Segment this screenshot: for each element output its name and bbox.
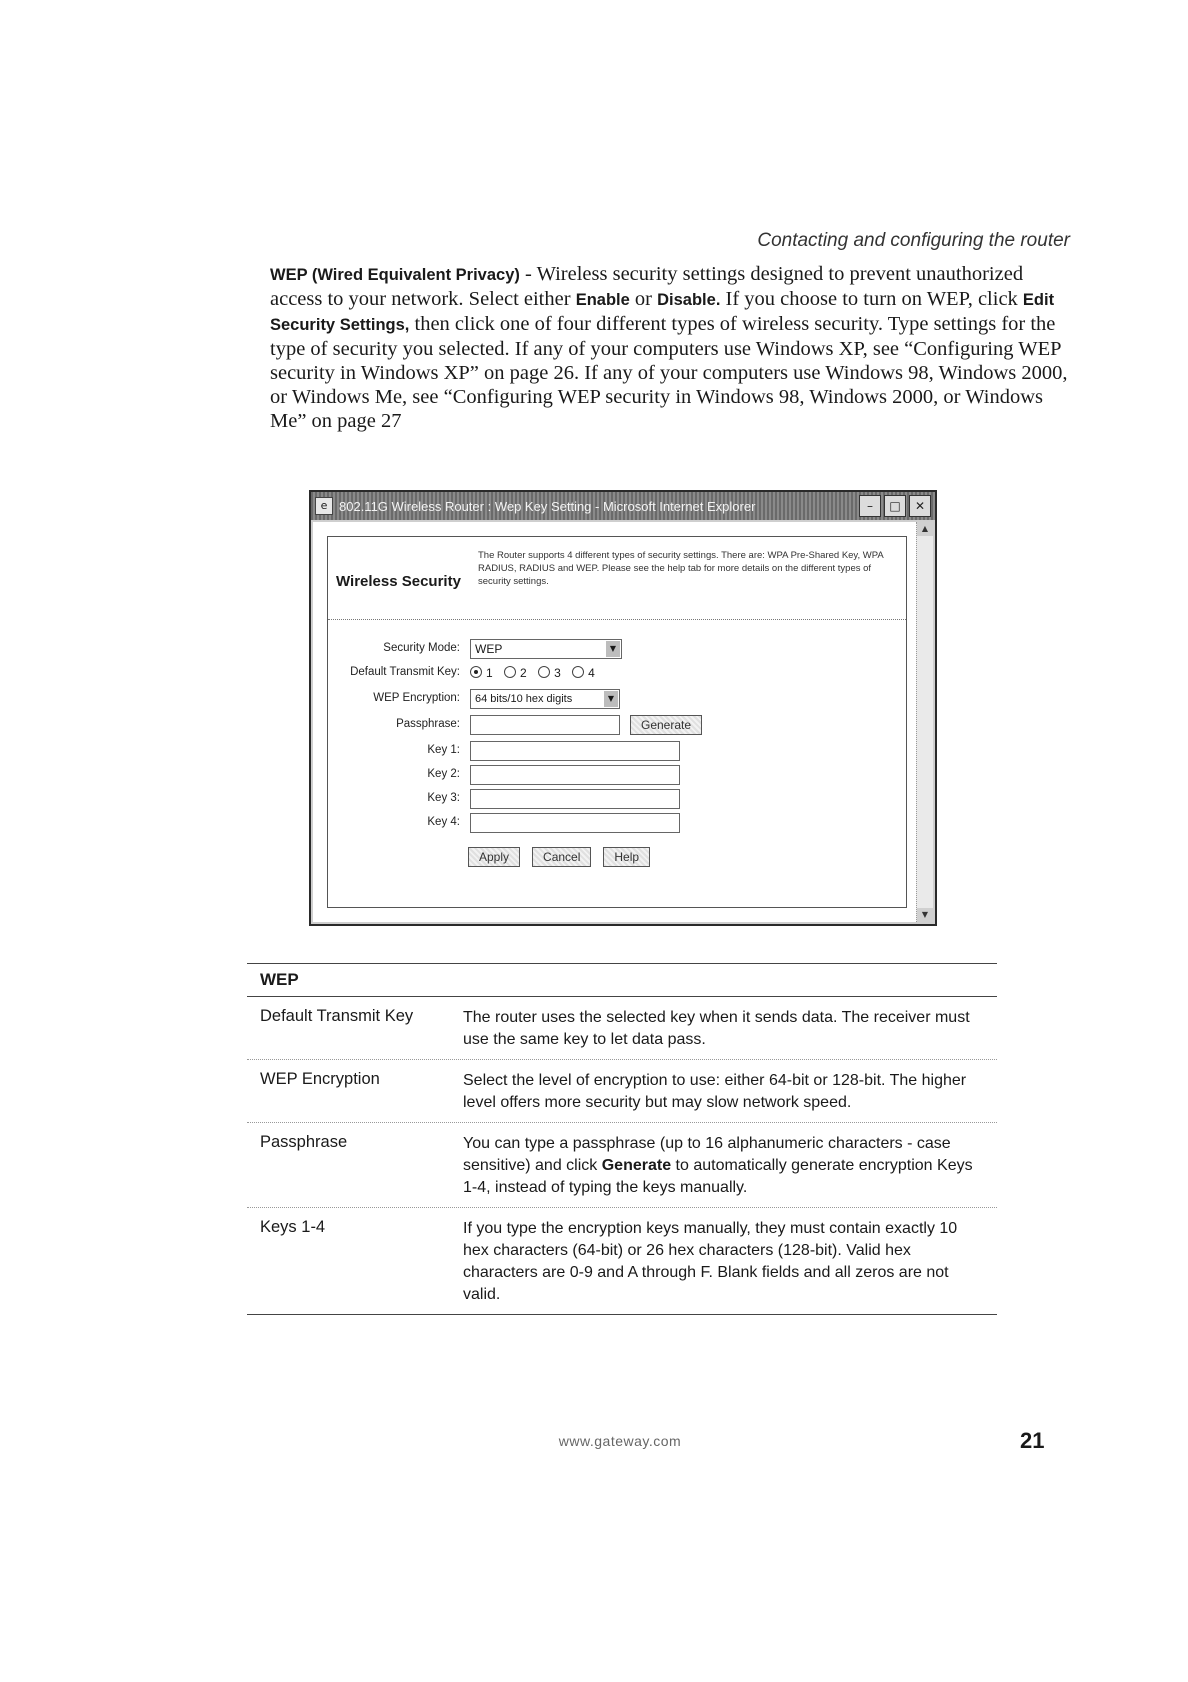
apply-button[interactable]: Apply	[468, 847, 520, 867]
vertical-scrollbar[interactable]	[916, 522, 933, 922]
key1-input[interactable]	[470, 741, 680, 761]
radio-icon	[504, 666, 516, 678]
ie-logo-icon: e	[315, 497, 333, 515]
intro-text-4: then click one of four different types of wireless security. Type settings for the type of security you selected. If any of your computers use Windows XP, see “Configuring WEP security in Windows XP” on page 26. If any of your computers use Windows 98, Windows 2000, or Windows Me, see “Configuring WEP security in Windows 98, Windows 2000, or Windows Me” on page 27	[270, 313, 1068, 432]
table-row	[247, 1208, 997, 1315]
wep-encryption-value: 64 bits/10 hex digits	[475, 693, 573, 705]
help-button[interactable]: Help	[603, 847, 650, 867]
scroll-up-icon[interactable]: ▲	[917, 522, 933, 536]
security-mode-row	[328, 639, 888, 661]
table-row	[247, 1060, 997, 1123]
table-definition: Select the level of encryption to use: either 64-bit or 128-bit. The higher level offers more security but may slow network speed.	[463, 1072, 967, 1111]
intro-text-3: If you choose to turn on WEP, click	[720, 288, 1023, 310]
generate-button[interactable]: Generate	[630, 715, 702, 735]
intro-text-1: - Wireless security settings designed to prevent unauthorized access to your network. Select either	[270, 263, 1024, 310]
chevron-down-icon[interactable]: ▼	[604, 691, 618, 707]
default-key-row	[328, 663, 888, 685]
table-term: Passphrase	[260, 1133, 348, 1151]
key3-label: Key 3:	[427, 792, 460, 804]
intro-term: WEP (Wired Equivalent Privacy)	[270, 266, 520, 284]
table-definition: If you type the encryption keys manually, they must contain exactly 10 hex characters (64-bit) or 26 hex characters (128-bit). Valid hex characters are 0-9 and A through F. Blank fields and all zeros are not valid.	[463, 1220, 958, 1303]
default-key-radio-group	[470, 663, 603, 683]
key2-row	[328, 765, 888, 787]
default-key-radio-3[interactable]: 3	[538, 663, 561, 683]
action-buttons	[468, 847, 658, 867]
page-number: 21	[1020, 1428, 1045, 1453]
passphrase-label: Passphrase:	[396, 718, 460, 730]
passphrase-input[interactable]	[470, 715, 620, 735]
table-definition: You can type a passphrase (up to 16 alphanumeric characters - case sensitive) and click Generate to automatically generate encryption Keys 1-4, instead of typing the keys manually.	[463, 1135, 973, 1196]
wep-encryption-label: WEP Encryption:	[373, 692, 460, 704]
default-key-label: Default Transmit Key:	[350, 666, 460, 678]
key3-input[interactable]	[470, 789, 680, 809]
settings-frame	[327, 536, 907, 908]
default-key-radio-1[interactable]: 1	[470, 663, 493, 683]
key1-label: Key 1:	[427, 744, 460, 756]
key4-input[interactable]	[470, 813, 680, 833]
browser-window	[309, 490, 937, 926]
security-mode-label: Security Mode:	[383, 642, 460, 654]
section-title: Wireless Security	[336, 573, 461, 590]
browser-content	[313, 522, 933, 922]
wep-encryption-row	[328, 689, 888, 711]
cancel-button[interactable]: Cancel	[532, 847, 591, 867]
wep-table-title: WEP	[247, 963, 997, 997]
table-row	[247, 1123, 997, 1208]
intro-disable: Disable.	[657, 291, 721, 309]
key2-input[interactable]	[470, 765, 680, 785]
key4-label: Key 4:	[427, 816, 460, 828]
wep-encryption-select[interactable]	[470, 689, 620, 709]
close-icon[interactable]: ✕	[909, 495, 931, 517]
passphrase-row	[328, 715, 888, 737]
table-definition: The router uses the selected key when it sends data. The receiver must use the same key to let data pass.	[463, 1009, 970, 1048]
scroll-down-icon[interactable]: ▼	[917, 908, 933, 922]
key3-row	[328, 789, 888, 811]
table-term: Keys 1-4	[260, 1218, 326, 1236]
intro-edit-security: Edit Security Settings,	[270, 291, 1055, 334]
radio-icon	[538, 666, 550, 678]
table-row	[247, 997, 997, 1060]
chevron-down-icon[interactable]: ▼	[606, 641, 620, 657]
minimize-icon[interactable]: –	[859, 495, 881, 517]
footer-url: www.gateway.com	[558, 1433, 682, 1449]
radio-icon	[572, 666, 584, 678]
table-term: WEP Encryption	[260, 1070, 380, 1088]
generate-term: Generate	[601, 1157, 672, 1174]
maximize-icon[interactable]: □	[884, 495, 906, 517]
section-header	[328, 537, 906, 620]
running-header: Contacting and configuring the router	[757, 230, 1070, 251]
radio-selected-icon	[470, 666, 482, 678]
window-title: 802.11G Wireless Router : Wep Key Setting - Microsoft Internet Explorer	[339, 498, 756, 514]
intro-enable: Enable	[575, 291, 630, 309]
key2-label: Key 2:	[427, 768, 460, 780]
table-term: Default Transmit Key	[260, 1007, 414, 1025]
browser-titlebar	[311, 492, 935, 520]
wep-table	[247, 963, 997, 1315]
security-mode-select[interactable]	[470, 639, 622, 659]
default-key-radio-4[interactable]: 4	[572, 663, 595, 683]
intro-text-2: or	[629, 288, 658, 310]
security-mode-value: WEP	[475, 642, 503, 656]
default-key-radio-2[interactable]: 2	[504, 663, 527, 683]
intro-paragraph	[270, 262, 1070, 433]
section-description: The Router supports 4 different types of security settings. There are: WPA Pre-Shared Key, WPA RADIUS, RADIUS and WEP. Please see the help tab for more details on the different types of security settings.	[478, 550, 884, 587]
key4-row	[328, 813, 888, 835]
key1-row	[328, 741, 888, 763]
